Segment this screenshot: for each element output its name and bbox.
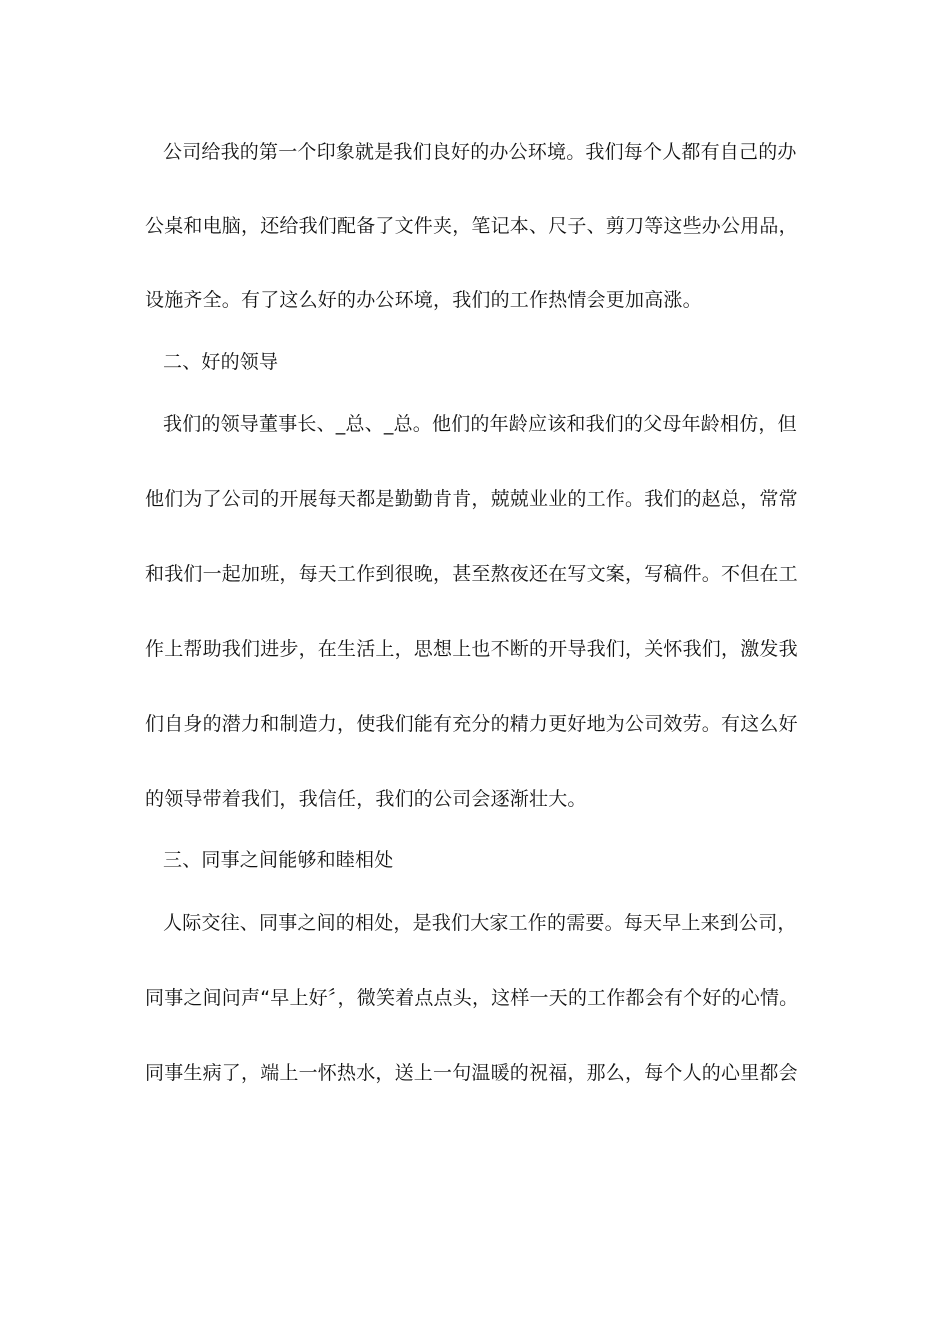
paragraph-line: 他们为了公司的开展每天都是勤勤肯肯，兢兢业业的工作。我们的赵总，常常: [145, 488, 798, 510]
paragraph-line: 们自身的潜力和制造力，使我们能有充分的精力更好地为公司效劳。有这么好: [145, 713, 798, 735]
paragraph-line: 公司给我的第一个印象就是我们良好的办公环境。我们每个人都有自己的办: [163, 141, 797, 163]
paragraph-line: 作上帮助我们进步，在生活上，思想上也不断的开导我们，关怀我们，激发我: [145, 638, 798, 660]
paragraph-line: 公桌和电脑，还给我们配备了文件夹，笔记本、尺子、剪刀等这些办公用品，: [145, 215, 798, 237]
paragraph-line: 人际交往、同事之间的相处，是我们大家工作的需要。每天早上来到公司，: [163, 912, 797, 934]
paragraph-line: 同事生病了，端上一怀热水，送上一句温暖的祝福，那么，每个人的心里都会: [145, 1062, 798, 1084]
section-heading: 二、好的领导: [163, 351, 279, 373]
paragraph-line: 我们的领导董事长、_总、_总。他们的年龄应该和我们的父母年龄相仿，但: [163, 413, 797, 435]
paragraph-line: 同事之间问声“早上好〞，微笑着点点头，这样一天的工作都会有个好的心情。: [145, 987, 799, 1009]
section-heading: 三、同事之间能够和睦相处: [163, 849, 394, 871]
paragraph-line: 和我们一起加班，每天工作到很晚，甚至熬夜还在写文案，写稿件。不但在工: [145, 563, 798, 585]
paragraph-line: 设施齐全。有了这么好的办公环境，我们的工作热情会更加高涨。: [145, 289, 702, 311]
paragraph-line: 的领导带着我们，我信任，我们的公司会逐渐壮大。: [145, 788, 587, 810]
